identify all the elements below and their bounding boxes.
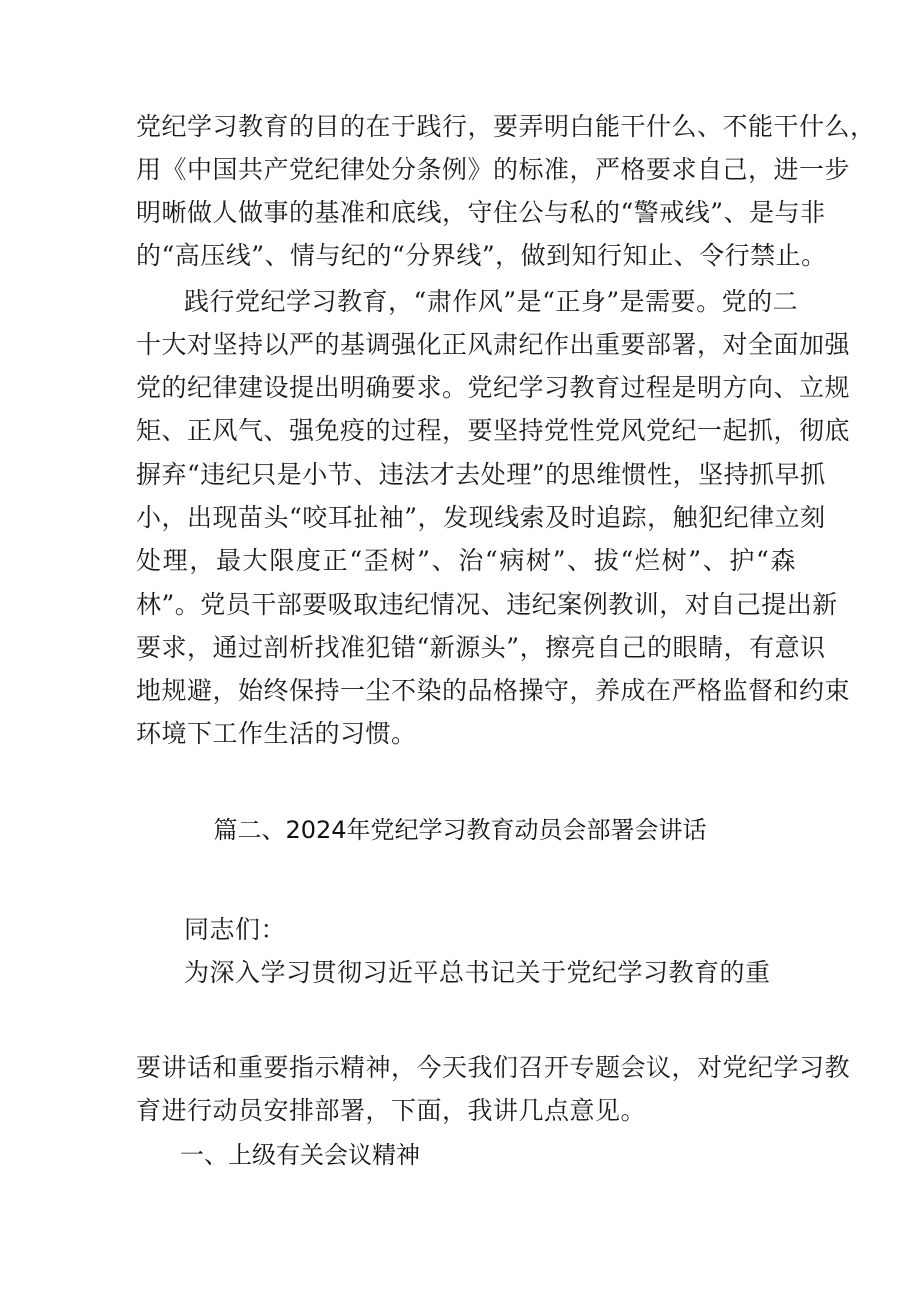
subsection-heading: 一、上级有关会议精神 (180, 1141, 420, 1169)
paragraph-line: 践行党纪学习教育，“肃作风”是“正身”是需要。党的二 (184, 287, 799, 316)
paragraph-line: 小，出现苗头“咬耳扯袖”，发现线索及时追踪，触犯纪律立刻 (136, 503, 826, 532)
paragraph-line: 环境下工作生活的习惯。 (136, 719, 417, 748)
paragraph-line: 育进行动员安排部署，下面，我讲几点意见。 (136, 1096, 647, 1125)
greeting: 同志们： (184, 915, 287, 944)
paragraph-line: 地规避，始终保持一尘不染的品格操守，养成在严格监督和约束 (136, 676, 851, 705)
paragraph-line: 十大对坚持以严的基调强化正风肃纪作出重要部署，对全面加强 (136, 330, 851, 359)
intro-first-line: 为深入学习贯彻习近平总书记关于党纪学习教育的重 (184, 958, 771, 987)
paragraph-line: 林”。党员干部要吸取违纪情况、违纪案例教训，对自己提出新 (136, 590, 838, 619)
paragraph-line: 要求，通过剖析找准犯错“新源头”，擦亮自己的眼睛，有意识 (136, 633, 826, 662)
paragraph-line: 矩、正风气、强免疫的过程，要坚持党性党风党纪一起抓，彻底 (136, 416, 851, 445)
paragraph-line: 要讲话和重要指示精神，今天我们召开专题会议，对党纪学习教 (136, 1053, 851, 1082)
paragraph-line: 党纪学习教育的目的在于践行，要弄明白能干什么、不能干什么， (136, 112, 876, 141)
paragraph-line: 明晰做人做事的基准和底线，守住公与私的“警戒线”、是与非 (136, 198, 826, 227)
section-title: 篇二、2024年党纪学习教育动员会部署会讲话 (213, 816, 707, 844)
paragraph-line: 处理，最大限度正“歪树”、治“病树”、拔“烂树”、护“森 (136, 546, 796, 575)
paragraph-line: 的“高压线”、情与纪的“分界线”，做到知行知止、令行禁止。 (136, 241, 827, 270)
paragraph-line: 用《中国共产党纪律处分条例》的标准，严格要求自己，进一步 (136, 155, 851, 184)
paragraph-line: 党的纪律建设提出明确要求。党纪学习教育过程是明方向、立规 (136, 373, 851, 402)
paragraph-line: 摒弃“违纪只是小节、违法才去处理”的思维惯性，坚持抓早抓 (136, 460, 826, 489)
